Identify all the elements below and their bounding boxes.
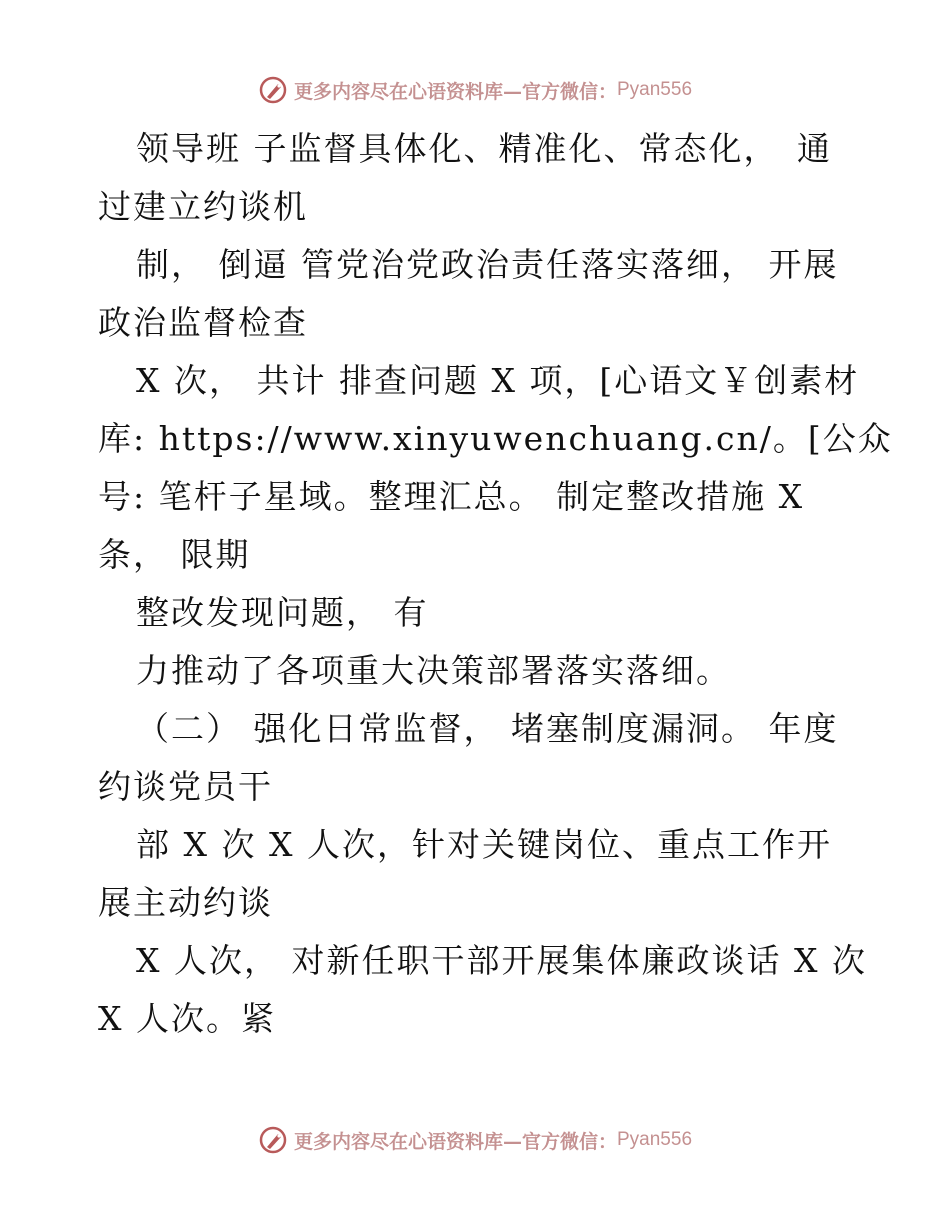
text-line: X 人次。紧 <box>98 999 276 1038</box>
footer-banner-text: 更多内容尽在心语资料库—官方微信： <box>293 1130 617 1153</box>
text-line: 领导班 子监督具体化、精准化、常态化， 通 <box>136 129 832 168</box>
text-line: 制， 倒逼 管党治党政治责任落实落细， 开展 <box>136 245 839 284</box>
text-line: 过建立约谈机 <box>98 187 308 226</box>
text-line: 号: 笔杆子星域。整理汇总。 制定整改措施 X <box>98 477 805 516</box>
pen-nib-logo-icon <box>258 1125 288 1155</box>
text-line: 约谈党员干 <box>98 767 273 806</box>
text-line: 力推动了各项重大决策部署落实落细。 <box>136 651 731 690</box>
text-line: X 次， 共计 排查问题 X 项，[心语文￥创素材 <box>136 361 860 400</box>
text-line: 展主动约谈 <box>98 883 273 922</box>
header-banner-contact: Pyan556 <box>617 79 693 100</box>
text-line: 条， 限期 <box>98 535 251 574</box>
text-line: 整改发现问题， 有 <box>136 593 429 632</box>
footer-banner <box>0 1120 950 1160</box>
header-banner-text: 更多内容尽在心语资料库—官方微信： <box>293 80 617 103</box>
text-line: X 人次， 对新任职干部开展集体廉政谈话 X 次 <box>136 941 867 980</box>
text-line: 政治监督检查 <box>98 303 308 342</box>
header-banner <box>0 70 950 110</box>
section-heading-line: （二） 强化日常监督， 堵塞制度漏洞。 年度 <box>136 709 839 748</box>
footer-banner-contact: Pyan556 <box>617 1129 693 1150</box>
document-body <box>98 120 893 1048</box>
text-line: 库: https://www.xinyuwenchuang.cn/。[公众 <box>98 419 893 458</box>
text-line: 部 X 次 X 人次，针对关键岗位、重点工作开 <box>136 825 832 864</box>
pen-nib-logo-icon <box>258 75 288 105</box>
